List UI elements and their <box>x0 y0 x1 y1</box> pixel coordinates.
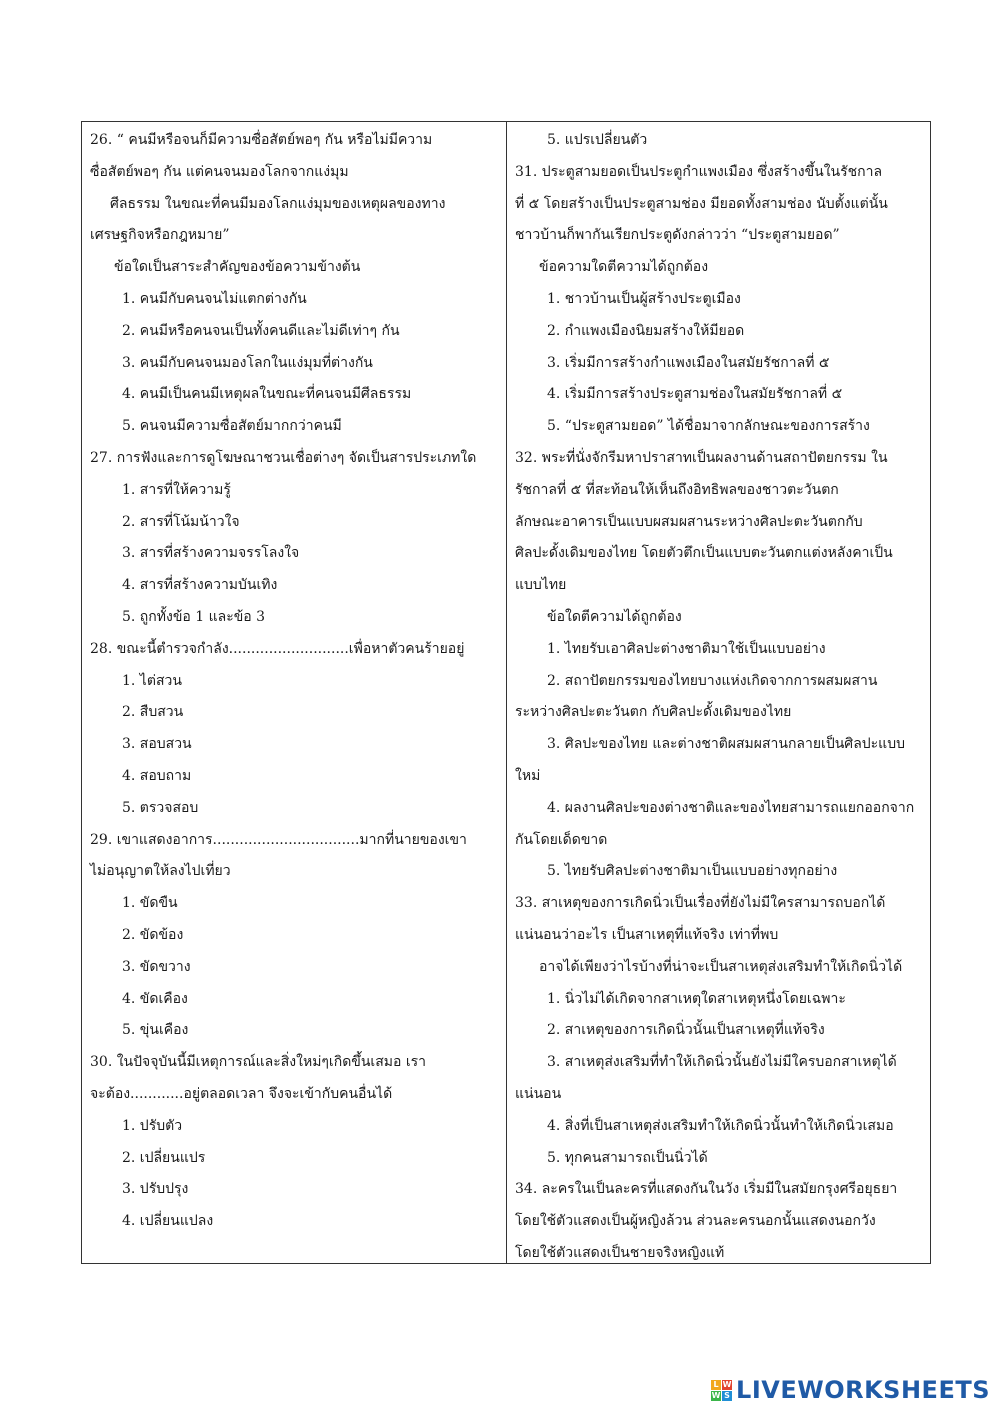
right-line: ที่ ๕ โดยสร้างเป็นประตูสามช่อง มียอดทั้งสามช่อง นับตั้งแต่นั้น <box>515 195 888 212</box>
left-line: 1. ขัดขืน <box>122 895 178 912</box>
right-line: 31. ประตูสามยอดเป็นประตูกำแพงเมือง ซึ่งสร้างขึ้นในรัชกาล <box>515 163 883 180</box>
left-line: 1. ไต่สวน <box>122 672 182 689</box>
right-line: กันโดยเด็ดขาด <box>515 831 608 848</box>
left-line: 2. คนมีหรือคนจนเป็นทั้งคนดีและไม่ดีเท่าๆ กัน <box>122 322 400 339</box>
logo-tile: W <box>711 1390 721 1400</box>
left-line: 4. เปลี่ยนแปลง <box>122 1213 214 1230</box>
right-line: ศิลปะดั้งเดิมของไทย โดยตัวตึกเป็นแบบตะวันตกแต่งหลังคาเป็น <box>515 545 893 562</box>
right-line: 1. ชาวบ้านเป็นผู้สร้างประตูเมือง <box>547 291 741 307</box>
right-line: 33. สาเหตุของการเกิดนิ่วเป็นเรื่องที่ยังไม่มีใครสามารถบอกได้ <box>515 895 886 912</box>
logo-tile: W <box>722 1379 732 1389</box>
left-line: 3. ปรับปรุง <box>122 1181 189 1198</box>
left-line: 4. สอบถาม <box>122 768 192 784</box>
right-line: 4. ผลงานศิลปะของต่างชาติและของไทยสามารถแยกออกจาก <box>547 799 915 816</box>
column-divider <box>506 121 507 1264</box>
left-line: 1. ปรับตัว <box>122 1117 183 1134</box>
right-line: 4. เริ่มมีการสร้างประตูสามช่องในสมัยรัชกาลที่ ๕ <box>547 386 843 403</box>
left-line: 5. คนจนมีความซื่อสัตย์มากกว่าคนมี <box>122 418 342 435</box>
right-line: อาจได้เพียงว่าไรบ้างที่น่าจะเป็นสาเหตุส่งเสริมทำให้เกิดนิ่วได้ <box>539 958 903 975</box>
left-line: ไม่อนุญาตให้ลงไปเที่ยว <box>90 863 231 880</box>
logo-tile: L <box>711 1380 721 1390</box>
left-line: 28. ขณะนี้ตำรวจกำลัง...........................เพื่อหาตัวคนร้ายอยู่ <box>90 640 465 657</box>
right-line: 1. นิ่วไม่ได้เกิดจากสาเหตุใดสาเหตุหนึ่งโดยเฉพาะ <box>547 990 846 1007</box>
right-line: ข้อความใดตีความได้ถูกต้อง <box>539 259 709 276</box>
right-line: ระหว่างศิลปะตะวันตก กับศิลปะดั้งเดิมของไทย <box>515 704 792 721</box>
right-line: ใหม่ <box>515 768 541 784</box>
left-line: 26. “ คนมีหรือจนก็มีความซื่อสัตย์พอๆ กัน หรือไม่มีความ <box>90 132 433 148</box>
left-line: ข้อใดเป็นสาระสำคัญของข้อความข้างต้น <box>114 259 361 276</box>
right-line: 5. “ประตูสามยอด” ได้ชื่อมาจากลักษณะของการสร้าง <box>547 418 870 435</box>
left-line: ศีลธรรม ในขณะที่คนมีมองโลกแง่มุมของเหตุผลของทาง <box>110 195 446 212</box>
left-line: 2. สืบสวน <box>122 704 184 721</box>
right-line: 4. สิ่งที่เป็นสาเหตุส่งเสริมทำให้เกิดนิ่วนั้นทำให้เกิดนิ่วเสมอ <box>547 1117 894 1134</box>
left-line: 5. ถูกทั้งข้อ 1 และข้อ 3 <box>122 609 266 625</box>
right-line: 2. สถาปัตยกรรมของไทยบางแห่งเกิดจากการผสมผสาน <box>547 672 878 689</box>
right-line: 3. ศิลปะของไทย และต่างชาติผสมผสานกลายเป็นศิลปะแบบ <box>547 736 905 753</box>
right-line: 32. พระที่นั่งจักรีมหาปราสาทเป็นผลงานด้านสถาปัตยกรรม ใน <box>515 450 888 466</box>
right-line: แน่นอนว่าอะไร เป็นสาเหตุที่แท้จริง เท่าที่พบ <box>515 927 779 943</box>
left-line: 3. สารที่สร้างความจรรโลงใจ <box>122 545 300 562</box>
right-line: ชาวบ้านก็พากันเรียกประตูดังกล่าวว่า “ประตูสามยอด” <box>515 227 840 244</box>
right-line: ลักษณะอาคารเป็นแบบผสมผสานระหว่างศิลปะตะวันตกกับ <box>515 513 863 530</box>
right-line: 3. สาเหตุส่งเสริมที่ทำให้เกิดนิ่วนั้นยังไม่มีใครบอกสาเหตุได้ <box>547 1054 897 1071</box>
logo-tile: S <box>722 1391 732 1401</box>
right-line: โดยใช้ตัวแสดงเป็นผู้หญิงล้วน ส่วนละครนอกนั้นแสดงนอกวัง <box>515 1213 876 1230</box>
right-line: แน่นอน <box>515 1086 562 1102</box>
right-line: 5. ไทยรับศิลปะต่างชาติมาเป็นแบบอย่างทุกอย่าง <box>547 863 838 880</box>
left-line: 2. ขัดข้อง <box>122 927 184 943</box>
left-line: จะต้อง............อยู่ตลอดเวลา จึงจะเข้ากับคนอื่นได้ <box>90 1086 393 1102</box>
left-line: 4. สารที่สร้างความบันเทิง <box>122 577 278 594</box>
right-line: 3. เริ่มมีการสร้างกำแพงเมืองในสมัยรัชกาลที่ ๕ <box>547 354 830 371</box>
right-line: รัชกาลที่ ๕ ที่สะท้อนให้เห็นถึงอิทธิพลของชาวตะวันตก <box>515 481 839 498</box>
logo-mark-icon <box>711 1380 732 1401</box>
left-line: 4. คนมีเป็นคนมีเหตุผลในขณะที่คนจนมีศีลธรรม <box>122 386 412 403</box>
right-line: โดยใช้ตัวแสดงเป็นชายจริงหญิงแท้ <box>515 1245 725 1261</box>
right-line: 5. ทุกคนสามารถเป็นนิ่วได้ <box>547 1149 708 1166</box>
left-line: 27. การฟังและการดูโฆษณาชวนเชื่อต่างๆ จัดเป็นสารประเภทใด <box>90 450 477 466</box>
left-line: 2. เปลี่ยนแปร <box>122 1149 206 1166</box>
right-line: 34. ละครในเป็นละครที่แสดงกันในวัง เริ่มมีในสมัยกรุงศรีอยุธยา <box>515 1181 898 1198</box>
left-line: 3. สอบสวน <box>122 736 192 753</box>
left-line: 30. ในปัจจุบันนี้มีเหตุการณ์และสิ่งใหม่ๆเกิดขึ้นเสมอ เรา <box>90 1054 427 1071</box>
left-line: 4. ขัดเคือง <box>122 990 188 1007</box>
left-line: 3. ขัดขวาง <box>122 958 191 975</box>
left-line: 5. ขุ่นเคือง <box>122 1022 189 1039</box>
logo-text: LIVEWORKSHEETS <box>736 1376 990 1404</box>
left-line: ซื่อสัตย์พอๆ กัน แต่คนจนมองโลกจากแง่มุม <box>90 163 349 180</box>
left-line: 29. เขาแสดงอาการ.................................มากที่นายของเขา <box>90 831 467 848</box>
left-line: 2. สารที่โน้มน้าวใจ <box>122 513 240 530</box>
left-line: 1. คนมีกับคนจนไม่แตกต่างกัน <box>122 291 307 307</box>
left-line: 1. สารที่ให้ความรู้ <box>122 481 231 498</box>
right-line: แบบไทย <box>515 577 567 594</box>
right-line: 5. แปรเปลี่ยนตัว <box>547 132 648 148</box>
right-line: ข้อใดตีความได้ถูกต้อง <box>547 609 682 625</box>
left-line: 5. ตรวจสอบ <box>122 799 199 816</box>
right-line: 2. สาเหตุของการเกิดนิ่วนั้นเป็นสาเหตุที่แท้จริง <box>547 1022 825 1039</box>
right-line: 2. กำแพงเมืองนิยมสร้างให้มียอด <box>547 322 745 339</box>
left-line: 3. คนมีกับคนจนมองโลกในแง่มุมที่ต่างกัน <box>122 354 373 371</box>
right-line: 1. ไทยรับเอาศิลปะต่างชาติมาใช้เป็นแบบอย่าง <box>547 640 826 657</box>
liveworksheets-logo <box>711 1375 990 1405</box>
left-line: เศรษฐกิจหรือกฎหมาย” <box>90 227 230 244</box>
